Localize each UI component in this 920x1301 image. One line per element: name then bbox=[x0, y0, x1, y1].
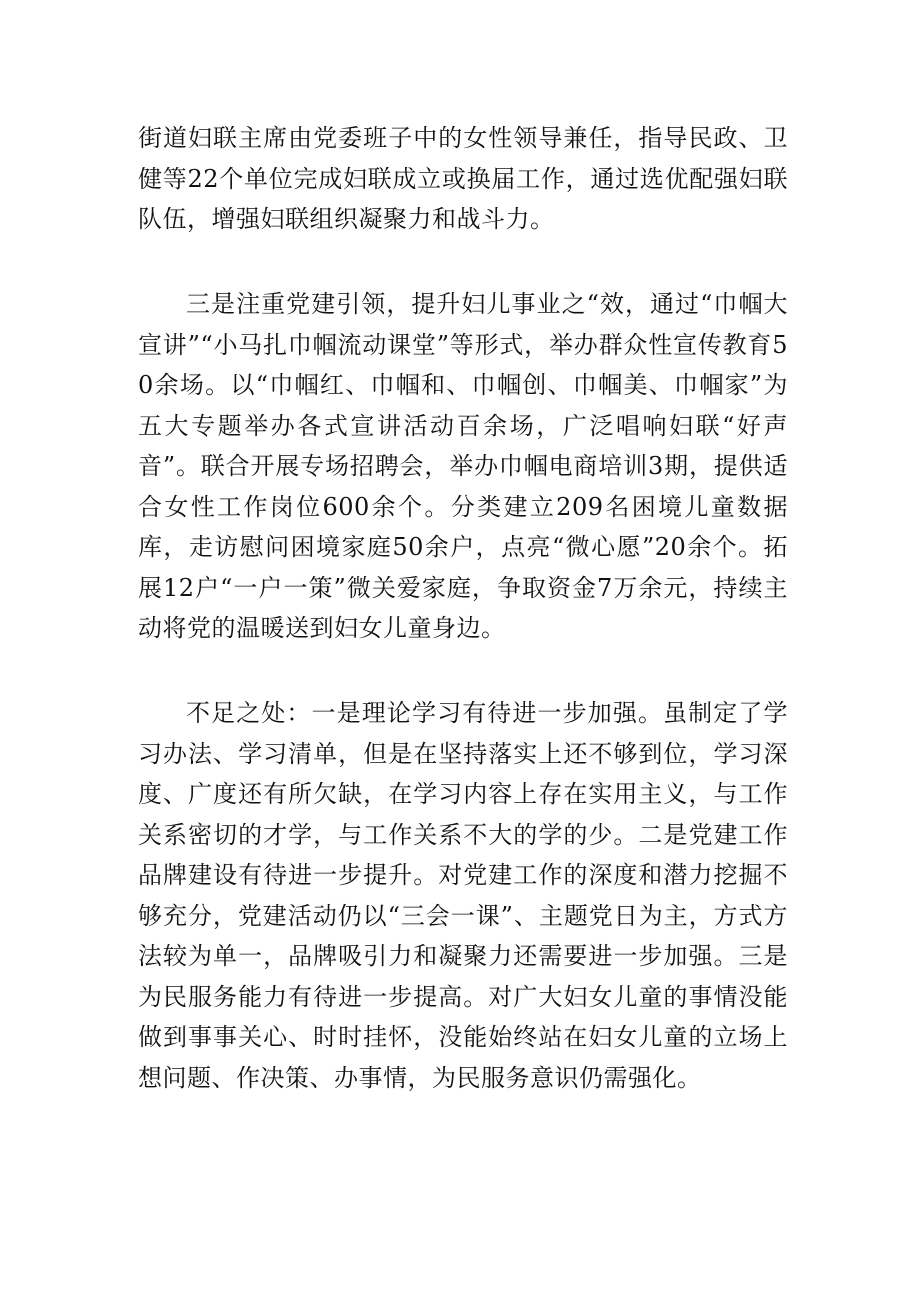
paragraph-1: 街道妇联主席由党委班子中的女性领导兼任，指导民政、卫健等22个单位完成妇联成立或换届工作，通过选优配强妇联队伍，增强妇联组织凝聚力和战斗力。 bbox=[138, 124, 788, 233]
paragraph-2: 三是注重党建引领，提升妇儿事业之“效，通过“巾帼大宣讲”“小马扎巾帼流动课堂”等形式，举办群众性宣传教育50余场。以“巾帼红、巾帼和、巾帼创、巾帼美、巾帼家”为五大专题举办各式宣讲活动百余场，广泛唱响妇联“好声音”。联合开展专场招聘会，举办巾帼电商培训3期，提供适合女性工作岗位600余个。分类建立209名困境儿童数据库，走访慰问困境家庭50余户，点亮“微心愿”20余个。拓展12户“一户一策”微关爱家庭，争取资金7万余元，持续主动将党的温暖送到妇女儿童身边。 bbox=[138, 290, 788, 642]
paragraph-3: 不足之处：一是理论学习有待进一步加强。虽制定了学习办法、学习清单，但是在坚持落实上还不够到位，学习深度、广度还有所欠缺，在学习内容上存在实用主义，与工作关系密切的才学，与工作关系不大的学的少。二是党建工作品牌建设有待进一步提升。对党建工作的深度和潜力挖掘不够充分，党建活动仍以“三会一课”、主题党日为主，方式方法较为单一，品牌吸引力和凝聚力还需要进一步加强。三是为民服务能力有待进一步提高。对广大妇女儿童的事情没能做到事事关心、时时挂怀，没能始终站在妇女儿童的立场上想问题、作决策、办事情，为民服务意识仍需强化。 bbox=[138, 699, 788, 1092]
